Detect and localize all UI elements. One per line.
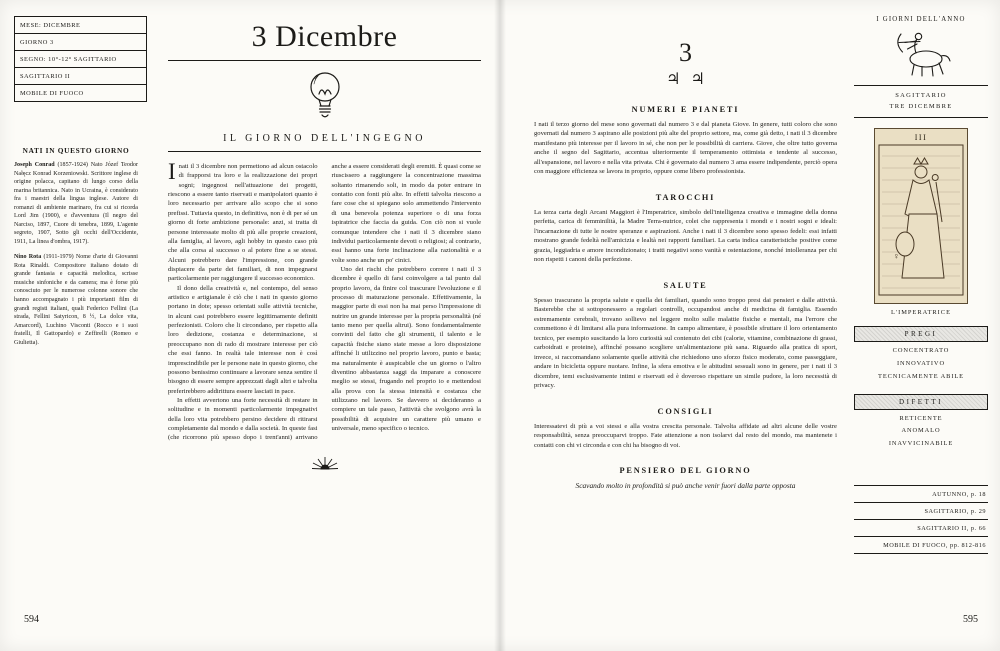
- sunburst-icon: [311, 455, 339, 470]
- centaur-archer-icon: [884, 29, 958, 77]
- weakness-item: RETICENTE: [899, 414, 943, 422]
- empress-illustration: [878, 144, 964, 296]
- section-pensiero-del-giorno: [534, 466, 837, 490]
- section-text: Interessatevi di più a voi stessi e alla vostra crescita personale. Talvolta affidate ad altri alcune delle vostre responsabilità, senza preoccuparvi troppo. Fate attenzione a non isolarvi dal resto del mondo, ma mantenete i contatti con chi vi circonda e con chi ha bisogno di voi.: [534, 422, 837, 449]
- venus-symbol-icon: ♀: [893, 251, 900, 262]
- page-gutter: [494, 0, 506, 651]
- page-title: 3 Dicembre: [251, 20, 398, 53]
- section-numeri-e-pianeti: [534, 105, 837, 177]
- body-paragraph: Inati il 3 dicembre non permettono ad alcun ostacolo di frapporsi tra loro e la realizzazione dei propri sogni; ingegnosi nell'attuazione dei progetti, riescono a essere tanto riservati e manipolatori quanto è loro necessario per arrivare allo scopo che si sono prefissi. Tuttavia questo, in definitiva, non è di per sé un giorno di forte ambizione personale: anzi, si tratta di persone interessate molto di più alle proprie creazioni, alla famiglia, al lavoro, agli hobby in questo caso più che alla corsa al successo o al potere fine a se stessi. Alcuni potrebbero dare l'impressione, con grande dispiacere da parte dei familiari, di non impegnarsi particolarmente per raggiungere il successo economico.: [168, 159, 318, 283]
- info-row-day: GIORNO 3: [15, 34, 146, 51]
- section-consigli: [534, 407, 837, 450]
- sign-label: SAGITTARIO: [895, 92, 947, 99]
- sagittarius-illustration: [854, 29, 988, 82]
- series-title: I GIORNI DELL'ANNO: [876, 16, 966, 23]
- strengths-label: PREGI: [854, 326, 988, 342]
- tarot-card: [874, 128, 968, 304]
- jupiter-icon: ♃: [666, 71, 681, 88]
- born-today-entry: [14, 161, 138, 246]
- tarot-caption: L'IMPERATRICE: [891, 309, 951, 317]
- divider: [168, 151, 481, 152]
- thought-quote: Scavando molto in profondità si può anche venir fuori dalla parte opposta: [575, 481, 796, 491]
- info-row-period: SAGITTARIO II: [15, 68, 146, 85]
- reference-row: SAGITTARIO, p. 29: [854, 502, 988, 519]
- planet-glyphs: [534, 69, 837, 89]
- person-bio: (1911-1979) Nome d'arte di Giovanni Rota Rinaldi. Compositore italiano dotato di grande fantasia e capacità melodica, scrisse musiche sinfoniche e da camera; ma è forse più conosciuto per le numerose colonne sonore che hanno accompagnato i più importanti film di grandi registi italiani, quali Federico Fellini (La strada, Fellini Satyricon, 8 ½, La dolce vita, Amarcord), Luchino Visconti (Rocco e i suoi fratelli, Il Gattopardo) e Zeffirelli (Romeo e Giulietta).: [14, 254, 139, 346]
- section-heading: TAROCCHI: [655, 192, 716, 202]
- person-name: Joseph Conrad: [14, 162, 55, 168]
- lightbulb-illustration: [168, 68, 481, 131]
- person-bio: (1857-1924) Nato Józef Teodor Nałęcz Konrad Korzeniowski. Scrittore inglese di origine polacca, capitano di lungo corso della marina britannica. Nato in Ucraina, è considerato fra i maestri della lingua inglese. Autore di romanzi di ambiente marinaro, fra cui si ricorda Lord Jim (1900), e d'avventura (Il negro del Narciso, 1897, Cuore di tenebra, 1899, L'agente segreto, 1907, Sotto gli occhi dell'Occidente, 1911, La linea d'ombra, 1917).: [14, 162, 139, 245]
- divider: [168, 60, 481, 61]
- date-label: TRE DICEMBRE: [889, 103, 953, 111]
- section-heading: NUMERI E PIANETI: [631, 105, 740, 114]
- info-row-element: MOBILE DI FUOCO: [20, 90, 84, 97]
- section-heading: CONSIGLI: [657, 406, 714, 416]
- born-today-heading: NATI IN QUESTO GIORNO: [22, 146, 130, 155]
- day-number: 3: [679, 38, 692, 67]
- reference-row: SAGITTARIO II, p. 66: [854, 519, 988, 536]
- reference-row: AUTUNNO, p. 18: [854, 485, 988, 502]
- main-body-text: [168, 159, 481, 443]
- body-paragraph: Il dono della creatività e, nel contempo, del senso artistico e artigianale è ciò che i nati in questo giorno portano in dote; spesso orientati sulle attività tecniche, in alcuni casi potrebbero essere legittimamente definiti perfezionisti. Coloro che li circondano, per rispetto alla loro dedizione, costanza e determinazione, si preoccupano non di rado di mostrare interesse per ciò che essi fanno. In realtà tale interesse non è così imprescindibile per le persone nate in questo giorno, che possono benissimo continuare a lavorare senza sentire il bisogno di essere sempre apprezzati dagli altri e talvolta preferirebbero addirittura essere lasciati in pace.: [168, 284, 318, 395]
- left-page-main: [168, 20, 481, 475]
- right-sidebar: [854, 16, 988, 554]
- tarot-numeral: III: [914, 133, 928, 143]
- section-heading: PENSIERO DEL GIORNO: [619, 466, 752, 476]
- weakness-item: ANOMALO: [901, 427, 941, 435]
- strength-item: CONCENTRATO: [892, 347, 950, 355]
- section-text: Spesso trascurano la propria salute e quella dei familiari, quando sono troppo presi dai pensieri e dalle attività. Basterebbe che si sottoponessero a regolari controlli, occupandosi anche di medicina di famiglia. Essendo estremamente cerebrali, trovano sollievo nel leggere molto sulle malattie fisiche e mentali, ma l'errore che commettono è di limitarsi alla pura informazione. In campo alimentare, è possibile sfruttare il loro orientamento tecnico, per esempio suscitando la loro curiosità sul contenuto dei cibi (calorie, vitamine, combinazione di grassi, carboidrati e proteine), affinché possano scegliere un'alimentazione più sana. Riguardo alla pratica di sport, invece, si raccomandano solamente quelle attività che richiedono uno sforzo fisico moderato, come passeggiare, andare in bicicletta oppure nuotare. Infine, la sfera emotiva e le abitudini sessuali sono in genere, per i nati il 3 dicembre, temi esclusivamente intimi e riservati ed è doveroso rispettare un simile pudore, la loro necessità di privacy.: [534, 296, 837, 390]
- strength-item: TECNICAMENTE ABILE: [878, 372, 964, 380]
- jupiter-icon: ♃: [690, 71, 705, 88]
- cross-references: [854, 485, 988, 554]
- day-info-box: [14, 16, 147, 102]
- weaknesses-label: DIFETTI: [854, 394, 988, 410]
- left-page-number: 594: [24, 614, 39, 625]
- born-today-sidebar: [14, 146, 138, 354]
- body-paragraph: In effetti avvertono una forte necessità di restare in solitudine e in momenti particolarmente impegnativi della loro vita potrebbero persino decidere di ritirarsi completamente dal mondo e dalla società. In queste fasi (che ricorrono più spesso dopo i trent'anni) arrivano anche a essere considerati degli eremiti. È quasi come se riuscissero a raggiungere la concentrazione massima soltanto rimanendo soli, in modo da poter entrare in contatto con fonti più alte. In effetti talvolta riescono a fare cose che si spiegano solo ammettendo l'intervento di una benevola potenza superiore o di una forza ispiratrice che faccia da guida. Con ciò non si vuole comunque intendere che i nati il 3 dicembre siano individui particolarmente devoti o religiosi; al contrario, essi hanno una forte inclinazione alla razionalità e a volte sono anche un po' cinici.: [168, 163, 481, 442]
- strengths-list: [854, 345, 988, 383]
- section-text: I nati il terzo giorno del mese sono governati dal numero 3 e dal pianeta Giove. In genere, tutti coloro che sono governati dal numero 3 aspirano alle posizioni più alte del proprio settore, ma, come già detto, i nati il 3 dicembre manifestano più interesse per il lavoro in sé, che non per le possibilità di carriera. Giove, che oltre tutto governa anche il segno del Sagittario, accentua ulteriormente il temperamento ottimista e tendente al successo, all'espansione, nel lavoro e nella vita privata. Chi è governato dal numero 3 ama essere indipendente, perciò opera con maggiore efficienza se lavora in proprio, oppure come libero professionista.: [534, 121, 837, 176]
- weaknesses-list: [854, 413, 988, 451]
- right-page-main: [534, 40, 837, 490]
- body-paragraph: Uno dei rischi che potrebbero correre i nati il 3 dicembre è quello di farsi coinvolgere a tal punto dal proprio lavoro, da finire col trascurare l'evoluzione e il processo di maturazione personale. Effettivamente, la maggior parte di essi non ha mai perso l'impressione di nutrire un grande interesse per la propria personalità (né tanto meno per quella altrui). Sono fondamentalmente convinti del fatto che gli strumenti, il talento e le capacità fisiche siano state messe a loro disposizione affinché li utilizzino nel proprio lavoro, punto e basta; ma naturalmente è auspicabile che un giorno o l'altro diventino abbastanza saggi da imparare a conoscere meglio se stessi, frugando nel proprio io e mettendosi alla prova con la stessa intensità e costanza che utilizzano nel lavoro. Se davvero si decideranno a compiere un tale passo, l'attività che svolgono avrà la possibilità di acquisire un carattere più umano e universale, meno specifico o tecnico.: [331, 265, 481, 433]
- section-text: La terza carta degli Arcani Maggiori è l'Imperatrice, simbolo dell'intelligenza creativa e immagine della donna perfetta, carica di femminilità, la Madre Terra-nutrice, colei che rappresenta i mondi e i nostri sogni e ideali: l'incarnazione di tutte le nostre speranze e aspirazioni. Anche i nati il 3 dicembre sono spesso fedeli: essi infatti mostrano grande fedeltà nell'amicizia e lealtà nei rapporti familiari. La carta indica caratteristiche positive come grazia, leggiadria e amore incondizionato; i tratti negativi sono vanità e ostentazione, nonché intolleranza per chi non rispetti i canoni della perfezione.: [534, 208, 837, 264]
- section-salute: [534, 281, 837, 391]
- info-row-month: MESE: DICEMBRE: [15, 17, 146, 34]
- person-name: Nino Rota: [14, 254, 42, 261]
- right-page-number: 595: [963, 614, 978, 625]
- lightbulb-icon: [303, 68, 347, 126]
- weakness-item: INAVVICINABILE: [888, 440, 954, 448]
- day-name-heading: IL GIORNO DELL'INGEGNO: [223, 133, 426, 144]
- sun-ornament: [168, 455, 481, 475]
- born-today-entry: [14, 253, 138, 347]
- section-heading: SALUTE: [663, 280, 708, 290]
- section-tarocchi: [534, 193, 837, 265]
- strength-item: INNOVATIVO: [897, 359, 945, 367]
- reference-row: MOBILE DI FUOCO, pp. 812-816: [854, 536, 988, 553]
- info-row-sign: SEGNO: 10°-12° SAGITTARIO: [15, 51, 146, 68]
- sign-date-block: [854, 85, 988, 118]
